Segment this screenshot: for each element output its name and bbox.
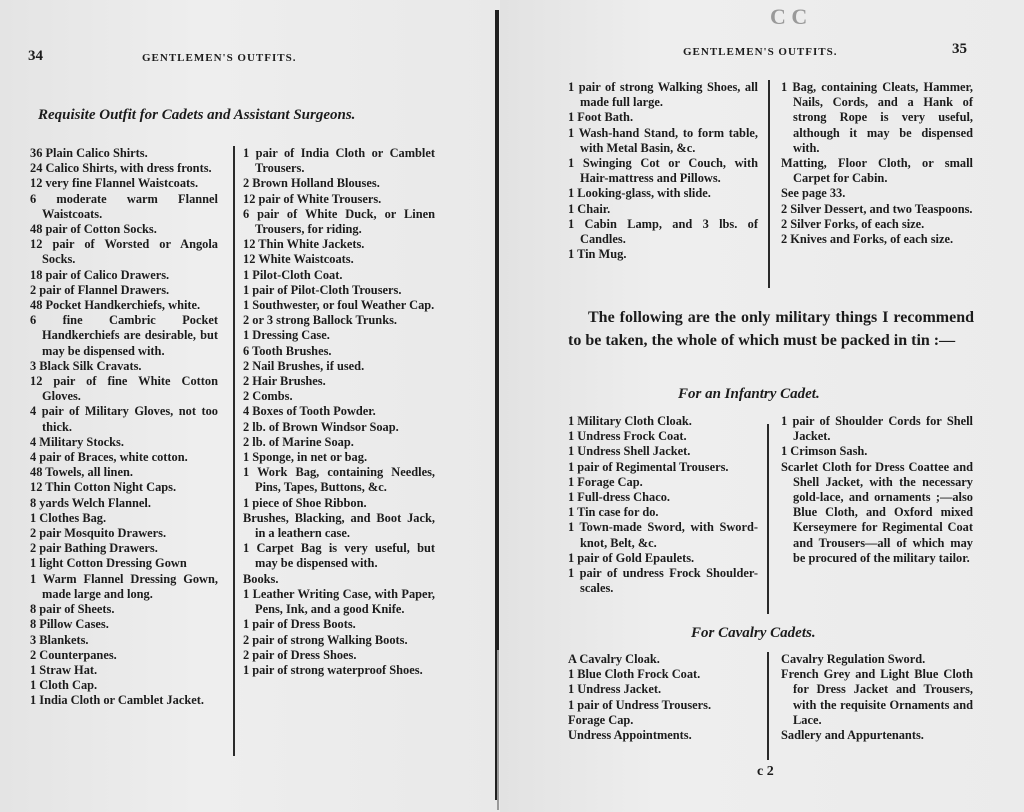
list-item: See page 33. bbox=[781, 186, 846, 201]
list-item: Brushes, Blacking, and Boot Jack, in a leathern case. bbox=[243, 510, 435, 541]
list-item: 3 Black Silk Cravats. bbox=[30, 358, 142, 373]
list-item: 1 pair of Undress Trousers. bbox=[568, 697, 712, 712]
list-item: 1 Work Bag, containing Needles, Pins, Tapes, Buttons, &c. bbox=[243, 465, 435, 495]
list-item: 12 pair of fine White Cotton Gloves. bbox=[30, 374, 218, 404]
list-item: 1 Pilot-Cloth Coat. bbox=[243, 267, 343, 282]
list-item: 1 Dressing Case. bbox=[243, 328, 330, 343]
cavalry-list-column-1 bbox=[568, 652, 760, 743]
list-item: 1 Bag, containing Cleats, Hammer, Nails, Cords, and a Hank of strong Rope is very useful, although it may be dispensed with. bbox=[781, 80, 973, 155]
right-page bbox=[500, 0, 1024, 812]
column-divider bbox=[768, 80, 770, 288]
list-item: 1 Military Cloth Cloak. bbox=[568, 414, 692, 428]
list-item: 2 Counterpanes. bbox=[30, 647, 117, 662]
list-item: Undress Appointments. bbox=[568, 728, 692, 743]
list-item: 1 Looking-glass, with slide. bbox=[568, 186, 711, 201]
list-item: 1 Sponge, in net or bag. bbox=[243, 450, 368, 465]
list-item: 2 Brown Holland Blouses. bbox=[243, 176, 380, 191]
list-item: 1 Foot Bath. bbox=[568, 110, 634, 125]
list-item: 1 Swinging Cot or Couch, with Hair-mattress and Pillows. bbox=[568, 156, 758, 186]
list-item: 1 Warm Flannel Dressing Gown, made large and long. bbox=[30, 571, 218, 601]
list-item: 1 Forage Cap. bbox=[568, 474, 643, 489]
list-item: 12 pair of White Trousers. bbox=[243, 191, 382, 206]
section-title: Requisite Outfit for Cadets and Assistant Surgeons. bbox=[38, 107, 356, 123]
list-item: Matting, Floor Cloth, or small Carpet for Cabin. bbox=[781, 156, 973, 186]
list-item: Scarlet Cloth for Dress Coattee and Shell Jacket, with the necessary gold-lace, and ornaments ;—also Blue Cloth, and Oxford mixed Kerseymere for Regimental Coat and Trousers—all of which may be procured of the military tailor. bbox=[781, 459, 973, 565]
page-number: 35 bbox=[952, 41, 967, 57]
cabin-list-column-2 bbox=[781, 80, 973, 247]
list-item: 1 Undress Frock Coat. bbox=[568, 429, 687, 444]
outfit-list-column-2 bbox=[243, 146, 435, 678]
list-item: 1 Carpet Bag is very useful, but may be dispensed with. bbox=[243, 541, 435, 571]
list-item: 1 Town-made Sword, with Sword-knot, Belt, &c. bbox=[568, 520, 758, 550]
list-item: 1 pair of Regimental Trousers. bbox=[568, 459, 729, 474]
list-item: 4 Boxes of Tooth Powder. bbox=[243, 404, 376, 419]
list-item: 12 pair of Worsted or Angola Socks. bbox=[30, 237, 218, 267]
list-item: 2 Combs. bbox=[243, 389, 293, 404]
list-item: 8 pair of Sheets. bbox=[30, 602, 115, 617]
column-divider bbox=[767, 424, 769, 614]
list-item: 1 pair of undress Frock Shoulder-scales. bbox=[568, 566, 758, 596]
page-number: 34 bbox=[28, 48, 43, 64]
infantry-list-column-2 bbox=[781, 414, 973, 566]
list-item: 1 Wash-hand Stand, to form table, with Metal Basin, &c. bbox=[568, 125, 758, 155]
print-smudge: C C bbox=[770, 4, 808, 29]
list-item: 6 moderate warm Flannel Waistcoats. bbox=[30, 191, 218, 221]
list-item: Cavalry Regulation Sword. bbox=[781, 652, 926, 666]
list-item: 36 Plain Calico Shirts. bbox=[30, 146, 148, 160]
list-item: 4 pair of Braces, white cotton. bbox=[30, 450, 188, 465]
list-item: 1 Chair. bbox=[568, 201, 611, 216]
list-item: 48 pair of Cotton Socks. bbox=[30, 222, 157, 237]
book-gutter-shadow bbox=[497, 650, 499, 810]
list-item: 18 pair of Calico Drawers. bbox=[30, 267, 170, 282]
list-item: 1 Tin Mug. bbox=[568, 247, 627, 262]
list-item: 1 Cloth Cap. bbox=[30, 678, 98, 693]
list-item: 12 Thin Cotton Night Caps. bbox=[30, 480, 177, 495]
list-item: 1 India Cloth or Camblet Jacket. bbox=[30, 693, 204, 708]
list-item: 2 pair Mosquito Drawers. bbox=[30, 526, 167, 541]
list-item: 1 Tin case for do. bbox=[568, 505, 659, 520]
list-item: 1 Undress Jacket. bbox=[568, 682, 662, 697]
list-item: 2 pair of Dress Shoes. bbox=[243, 647, 357, 662]
list-item: 1 pair of Gold Epaulets. bbox=[568, 550, 695, 565]
list-item: 1 Southwester, or foul Weather Cap. bbox=[243, 298, 435, 313]
list-item: 6 fine Cambric Pocket Handkerchiefs are desirable, but may be dispensed with. bbox=[30, 313, 218, 358]
list-item: 48 Towels, all linen. bbox=[30, 465, 133, 480]
list-item: 2 Knives and Forks, of each size. bbox=[781, 232, 954, 247]
list-item: 1 pair of Shoulder Cords for Shell Jacket. bbox=[781, 414, 973, 444]
list-item: 4 pair of Military Gloves, not too thick. bbox=[30, 404, 218, 434]
list-item: 2 pair Bathing Drawers. bbox=[30, 541, 158, 556]
list-item: 24 Calico Shirts, with dress fronts. bbox=[30, 161, 212, 176]
infantry-list-column-1 bbox=[568, 414, 758, 596]
list-item: 1 Leather Writing Case, with Paper, Pens, Ink, and a good Knife. bbox=[243, 586, 435, 617]
list-item: French Grey and Light Blue Cloth for Dress Jacket and Trousers, with the requisite Ornaments and Lace. bbox=[781, 667, 973, 727]
list-item: 2 or 3 strong Ballock Trunks. bbox=[243, 313, 397, 328]
cavalry-title: For Cavalry Cadets. bbox=[691, 625, 816, 641]
list-item: 1 pair of Pilot-Cloth Trousers. bbox=[243, 282, 402, 297]
list-item: 1 Blue Cloth Frock Coat. bbox=[568, 667, 701, 682]
list-item: 8 Pillow Cases. bbox=[30, 617, 109, 632]
list-item: 4 Military Stocks. bbox=[30, 434, 124, 449]
column-divider bbox=[767, 652, 769, 760]
list-item: 8 yards Welch Flannel. bbox=[30, 495, 151, 510]
list-item: 1 Clothes Bag. bbox=[30, 510, 107, 525]
list-item: 1 pair of Dress Boots. bbox=[243, 617, 356, 632]
list-item: Forage Cap. bbox=[568, 712, 634, 727]
list-item: 12 White Waistcoats. bbox=[243, 252, 354, 267]
list-item: 12 very fine Flannel Waistcoats. bbox=[30, 176, 199, 191]
list-item: 1 piece of Shoe Ribbon. bbox=[243, 495, 367, 510]
cabin-list-column-1 bbox=[568, 80, 758, 262]
list-item: 6 pair of White Duck, or Linen Trousers, for riding. bbox=[243, 206, 435, 237]
list-item: 1 pair of India Cloth or Camblet Trousers. bbox=[243, 146, 435, 176]
list-item: 6 Tooth Brushes. bbox=[243, 343, 332, 358]
list-item: 48 Pocket Handkerchiefs, white. bbox=[30, 298, 201, 313]
list-item: 2 pair of Flannel Drawers. bbox=[30, 282, 170, 297]
list-item: 1 pair of strong waterproof Shoes. bbox=[243, 662, 423, 677]
list-item: 1 pair of strong Walking Shoes, all made full large. bbox=[568, 80, 758, 110]
list-item: 2 Silver Dessert, and two Teaspoons. bbox=[781, 201, 973, 216]
outfit-list-column-1 bbox=[30, 146, 218, 709]
signature-mark: c 2 bbox=[757, 764, 774, 779]
list-item: 1 Straw Hat. bbox=[30, 662, 98, 677]
list-item: 1 Full-dress Chaco. bbox=[568, 490, 670, 505]
running-head: GENTLEMEN'S OUTFITS. bbox=[142, 52, 297, 64]
cavalry-list-column-2 bbox=[781, 652, 973, 743]
list-item: 1 Cabin Lamp, and 3 lbs. of Candles. bbox=[568, 216, 758, 247]
list-item: 2 Silver Forks, of each size. bbox=[781, 216, 925, 231]
list-item: 2 Hair Brushes. bbox=[243, 374, 326, 389]
list-item: 3 Blankets. bbox=[30, 632, 89, 647]
list-item: Books. bbox=[243, 571, 279, 586]
list-item: A Cavalry Cloak. bbox=[568, 652, 660, 666]
list-item: Sadlery and Appurtenants. bbox=[781, 728, 924, 743]
list-item: 2 lb. of Brown Windsor Soap. bbox=[243, 419, 399, 434]
list-item: 1 Undress Shell Jacket. bbox=[568, 444, 691, 459]
list-item: 2 Nail Brushes, if used. bbox=[243, 358, 365, 373]
infantry-title: For an Infantry Cadet. bbox=[678, 386, 820, 402]
column-divider bbox=[233, 146, 235, 756]
list-item: 1 Crimson Sash. bbox=[781, 444, 868, 459]
list-item: 1 light Cotton Dressing Gown bbox=[30, 556, 187, 571]
list-item: 2 pair of strong Walking Boots. bbox=[243, 632, 408, 647]
running-head: GENTLEMEN'S OUTFITS. bbox=[683, 46, 838, 58]
military-intro-paragraph: The following are the only military things I recommend to be taken, the whole of which must be packed in tin :— bbox=[568, 309, 974, 349]
list-item: 12 Thin White Jackets. bbox=[243, 237, 365, 252]
left-page bbox=[0, 0, 497, 812]
list-item: 2 lb. of Marine Soap. bbox=[243, 434, 354, 449]
